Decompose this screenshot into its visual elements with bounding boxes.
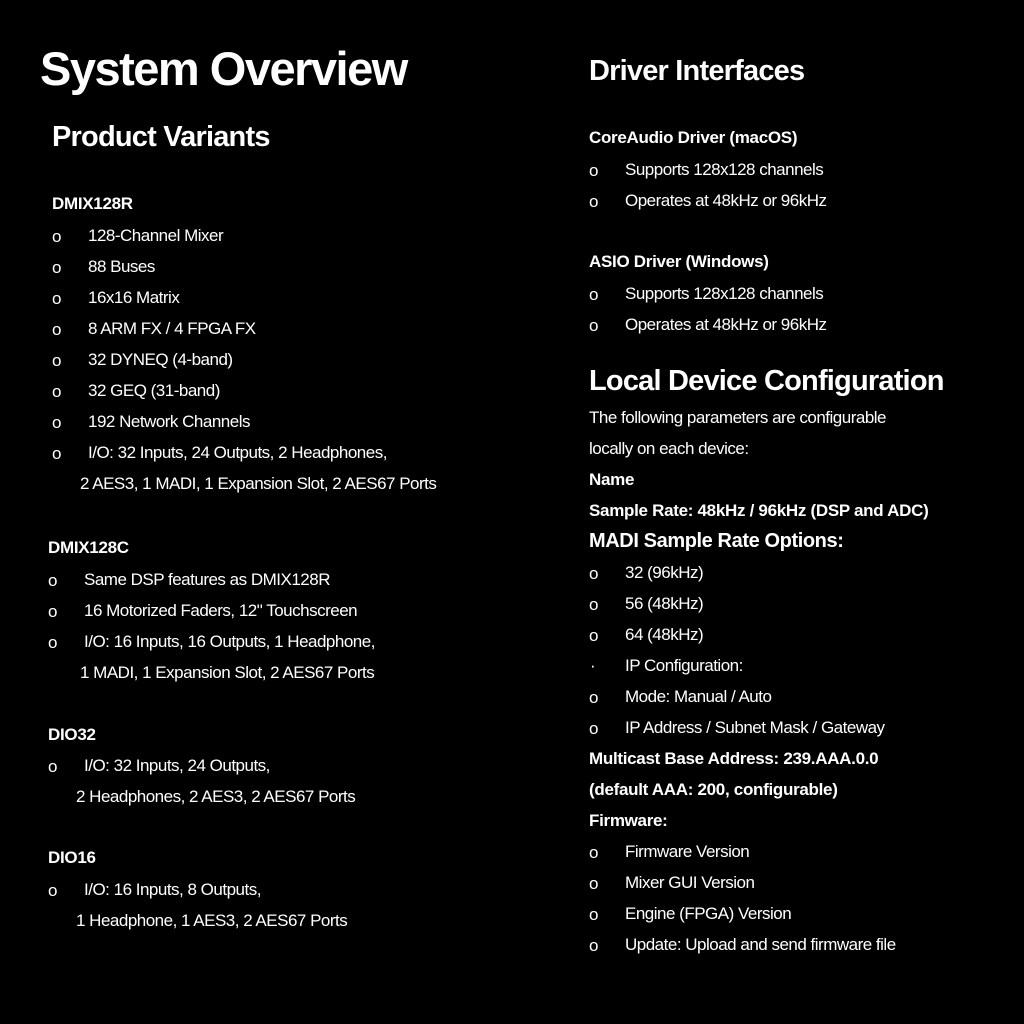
list-item: Mixer GUI Version (625, 873, 755, 892)
bullet-icon: o (589, 688, 599, 707)
list-item: 32 (96kHz) (625, 563, 704, 582)
bullet-icon: o (52, 258, 62, 277)
intro-text: locally on each device: (589, 439, 749, 458)
madi-heading: MADI Sample Rate Options: (589, 530, 844, 552)
bullet-icon: o (48, 602, 58, 621)
bullet-icon: o (52, 227, 62, 246)
list-item: IP Configuration: (625, 656, 743, 675)
list-item: Update: Upload and send firmware file (625, 935, 896, 954)
bullet-icon: o (48, 757, 58, 776)
bullet-icon: o (589, 161, 599, 180)
bullet-icon: o (589, 316, 599, 335)
multicast-default: (default AAA: 200, configurable) (589, 780, 838, 799)
list-item: I/O: 16 Inputs, 8 Outputs, (84, 880, 261, 899)
bullet-icon: o (52, 444, 62, 463)
dio32-heading: DIO32 (48, 725, 96, 744)
multicast-label: Multicast Base Address: 239.AAA.0.0 (589, 749, 879, 768)
bullet-icon: o (589, 192, 599, 211)
bullet-icon: o (589, 936, 599, 955)
list-item: 8 ARM FX / 4 FPGA FX (88, 319, 256, 338)
bullet-icon: o (52, 351, 62, 370)
sample-rate-label: Sample Rate: 48kHz / 96kHz (DSP and ADC) (589, 501, 929, 520)
bullet-icon: o (52, 382, 62, 401)
bullet-icon: o (589, 595, 599, 614)
list-item: 64 (48kHz) (625, 625, 704, 644)
product-variants-heading: Product Variants (52, 121, 270, 153)
list-item: Supports 128x128 channels (625, 284, 824, 303)
list-item: 88 Buses (88, 257, 155, 276)
bullet-icon: o (52, 289, 62, 308)
name-label: Name (589, 470, 635, 489)
dmix128r-heading: DMIX128R (52, 194, 133, 213)
list-item-continuation: 1 Headphone, 1 AES3, 2 AES67 Ports (76, 911, 348, 930)
bullet-icon: o (52, 413, 62, 432)
list-item: Operates at 48kHz or 96kHz (625, 191, 827, 210)
list-item: Engine (FPGA) Version (625, 904, 792, 923)
list-item: I/O: 32 Inputs, 24 Outputs, 2 Headphones, (88, 443, 387, 462)
bullet-icon: o (589, 626, 599, 645)
coreaudio-heading: CoreAudio Driver (macOS) (589, 128, 798, 147)
bullet-icon: o (589, 564, 599, 583)
dio16-heading: DIO16 (48, 848, 96, 867)
bullet-icon: o (589, 285, 599, 304)
list-item: Operates at 48kHz or 96kHz (625, 315, 827, 334)
list-item: 32 GEQ (31-band) (88, 381, 220, 400)
local-config-heading: Local Device Configuration (589, 365, 944, 397)
list-item: I/O: 32 Inputs, 24 Outputs, (84, 756, 270, 775)
list-item: IP Address / Subnet Mask / Gateway (625, 718, 885, 737)
dot-bullet-icon: · (590, 656, 596, 675)
list-item: 16 Motorized Faders, 12" Touchscreen (84, 601, 358, 620)
bullet-icon: o (589, 874, 599, 893)
bullet-icon: o (48, 633, 58, 652)
list-item-continuation: 2 AES3, 1 MADI, 1 Expansion Slot, 2 AES67 Ports (80, 474, 437, 493)
list-item: Firmware Version (625, 842, 750, 861)
bullet-icon: o (589, 843, 599, 862)
list-item: Mode: Manual / Auto (625, 687, 772, 706)
bullet-icon: o (48, 571, 58, 590)
list-item-continuation: 1 MADI, 1 Expansion Slot, 2 AES67 Ports (80, 663, 375, 682)
asio-heading: ASIO Driver (Windows) (589, 252, 769, 271)
list-item: 128-Channel Mixer (88, 226, 224, 245)
list-item: I/O: 16 Inputs, 16 Outputs, 1 Headphone, (84, 632, 375, 651)
bullet-icon: o (52, 320, 62, 339)
list-item: Same DSP features as DMIX128R (84, 570, 330, 589)
dmix128c-heading: DMIX128C (48, 538, 129, 557)
list-item: 32 DYNEQ (4-band) (88, 350, 233, 369)
list-item: 56 (48kHz) (625, 594, 704, 613)
list-item: 16x16 Matrix (88, 288, 180, 307)
list-item: Supports 128x128 channels (625, 160, 824, 179)
bullet-icon: o (589, 905, 599, 924)
bullet-icon: o (48, 881, 58, 900)
firmware-label: Firmware: (589, 811, 668, 830)
driver-interfaces-heading: Driver Interfaces (589, 55, 805, 87)
intro-text: The following parameters are configurable (589, 408, 887, 427)
page-title: System Overview (40, 42, 407, 95)
bullet-icon: o (589, 719, 599, 738)
list-item: 192 Network Channels (88, 412, 250, 431)
list-item-continuation: 2 Headphones, 2 AES3, 2 AES67 Ports (76, 787, 356, 806)
